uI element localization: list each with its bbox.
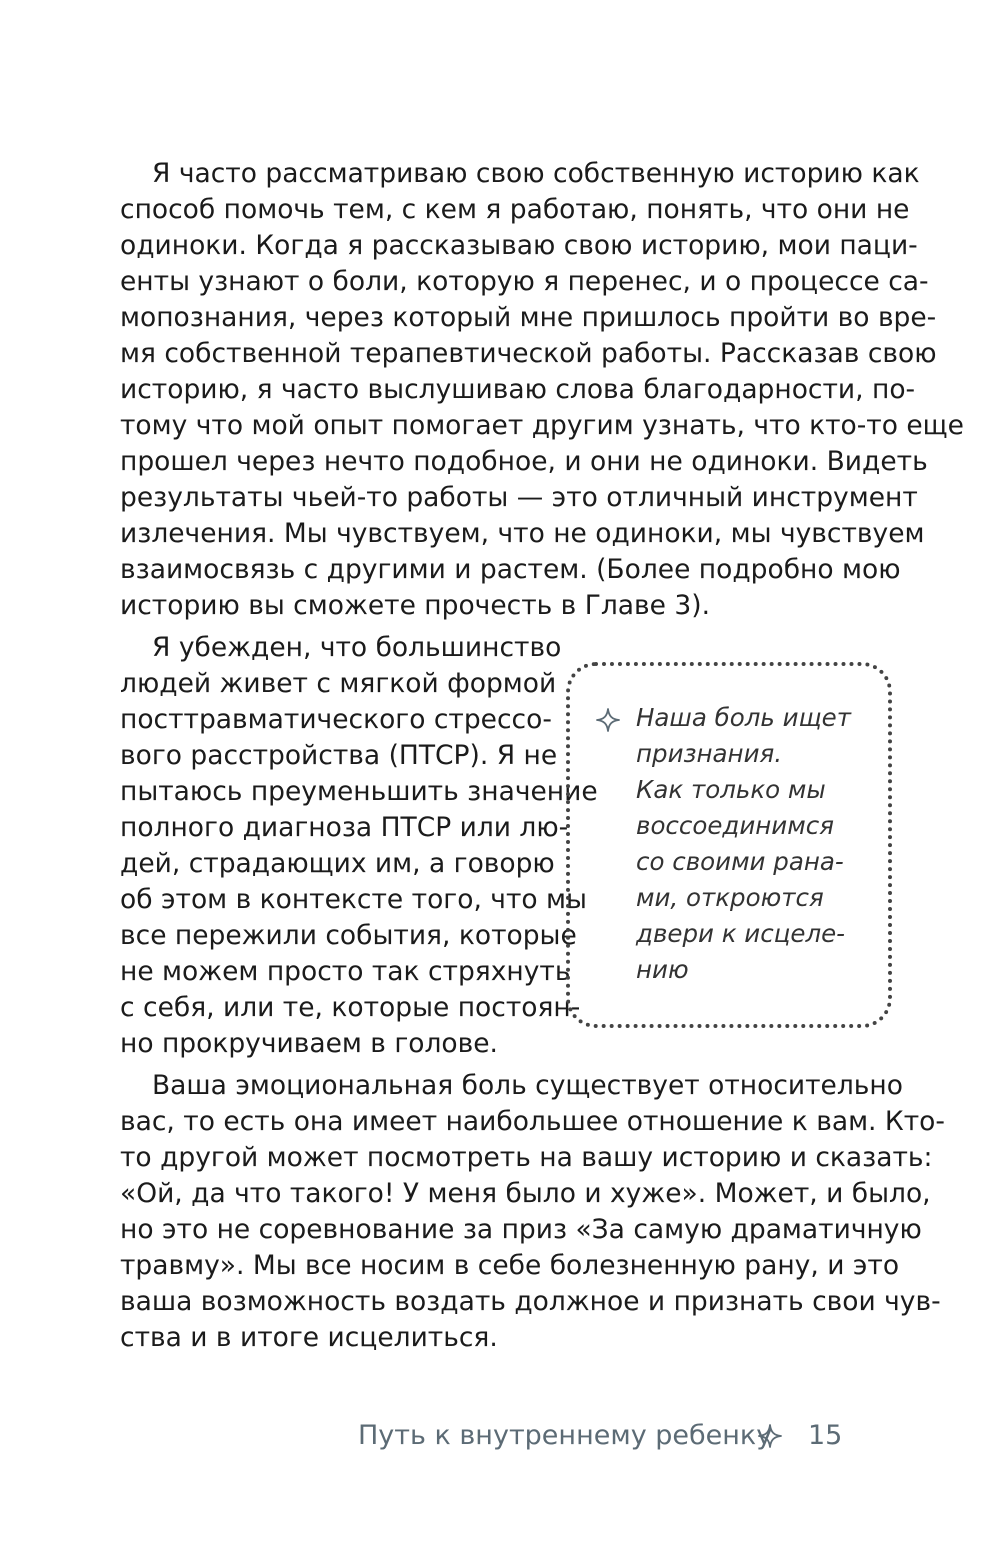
quote-line: Наша боль ищет	[636, 703, 851, 732]
text-line: ства и в итоге исцелиться.	[120, 1322, 498, 1353]
text-line: ваша возможность воздать должное и признать свои чув-	[120, 1286, 941, 1317]
sparkle-icon	[758, 1424, 782, 1448]
text-line: травму». Мы все носим в себе болезненную рану, и это	[120, 1250, 900, 1281]
text-line: мя собственной терапевтической работы. Рассказав свою	[120, 338, 937, 369]
quote-line: двери к исцеле-	[636, 919, 846, 948]
quote-line: нию	[636, 955, 689, 984]
text-line: енты узнают о боли, которую я перенес, и о процессе са-	[120, 266, 929, 297]
text-line: людей живет с мягкой формой	[120, 668, 557, 699]
text-line: то другой может посмотреть на вашу историю и сказать:	[120, 1142, 933, 1173]
text-line: излечения. Мы чувствуем, что не одиноки, мы чувствуем	[120, 518, 925, 549]
text-line: об этом в контексте того, что мы	[120, 884, 587, 915]
quote-line: воссоединимся	[636, 811, 834, 840]
text-line: способ помочь тем, с кем я работаю, понять, что они не	[120, 194, 910, 225]
text-line: Ваша эмоциональная боль существует относительно	[152, 1070, 903, 1101]
text-line: посттравматического стрессо-	[120, 704, 552, 735]
text-line: но прокручиваем в голове.	[120, 1028, 498, 1059]
text-line: тому что мой опыт помогает другим узнать, что кто-то еще	[120, 410, 964, 441]
text-line: «Ой, да что такого! У меня было и хуже». Может, и было,	[120, 1178, 931, 1209]
quote-line: Как только мы	[636, 775, 826, 804]
sparkle-icon	[596, 708, 620, 732]
text-line: дей, страдающих им, а говорю	[120, 848, 555, 879]
text-line: историю вы сможете прочесть в Главе 3).	[120, 590, 711, 621]
text-line: но это не соревнование за приз «За самую драматичную	[120, 1214, 922, 1245]
text-line: одиноки. Когда я рассказываю свою историю, мои паци-	[120, 230, 918, 261]
text-line: вого расстройства (ПТСР). Я не	[120, 740, 558, 771]
text-line: результаты чьей-то работы — это отличный инструмент	[120, 482, 918, 513]
text-line: Я часто рассматриваю свою собственную историю как	[152, 158, 920, 189]
text-line: вас, то есть она имеет наибольшее отношение к вам. Кто-	[120, 1106, 945, 1137]
quote-line: ми, откроются	[636, 883, 824, 912]
running-footer-title: Путь к внутреннему ребенку	[358, 1420, 773, 1451]
text-line: с себя, или те, которые постоян-	[120, 992, 581, 1023]
quote-line: со своими рана-	[636, 847, 844, 876]
text-line: взаимосвязь с другими и растем. (Более подробно мою	[120, 554, 901, 585]
text-line: полного диагноза ПТСР или лю-	[120, 812, 569, 843]
quote-line: признания.	[636, 739, 783, 768]
text-line: Я убежден, что большинство	[152, 632, 562, 663]
text-line: историю, я часто выслушиваю слова благодарности, по-	[120, 374, 916, 405]
text-line: прошел через нечто подобное, и они не одиноки. Видеть	[120, 446, 928, 477]
text-line: не можем просто так стряхнуть	[120, 956, 571, 987]
text-line: все пережили события, которые	[120, 920, 577, 951]
page-number: 15	[808, 1420, 843, 1451]
text-line: мопознания, через который мне пришлось пройти во вре-	[120, 302, 937, 333]
text-line: пытаюсь преуменьшить значение	[120, 776, 598, 807]
